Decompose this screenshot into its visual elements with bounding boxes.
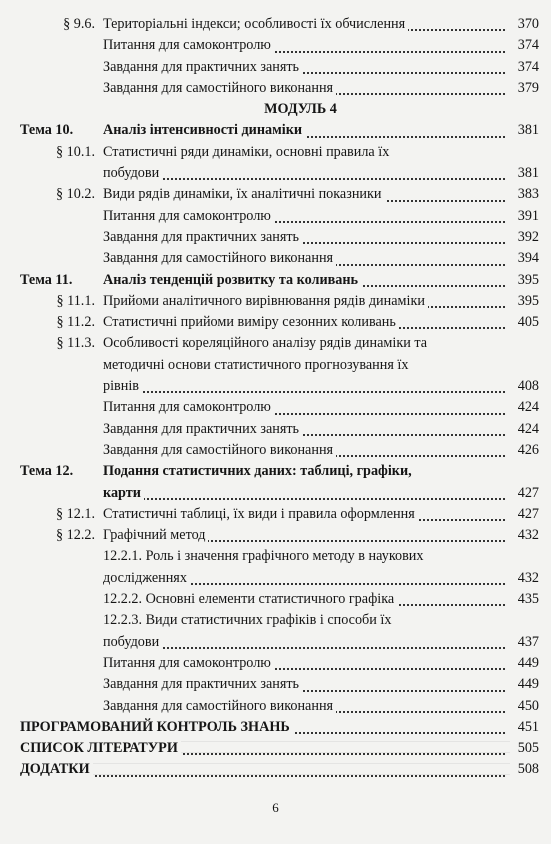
toc-entry-page: 381 <box>517 165 539 182</box>
toc-entry-title: 12.2.2. Основні елементи статистичного графіка <box>103 591 397 607</box>
leader-dots <box>103 647 505 649</box>
toc-entry-title-last-line <box>103 163 505 184</box>
toc-entry-title: Питання для самоконтролю <box>103 655 274 671</box>
toc-entry-page: 408 <box>517 378 539 395</box>
toc-entry-title-cell <box>103 78 505 99</box>
toc-entry-title: ПРОГРАМОВАНИЙ КОНТРОЛЬ ЗНАНЬ <box>20 719 293 735</box>
toc-entry-number: § 9.6. <box>63 16 95 32</box>
toc-entry <box>0 142 551 185</box>
toc-entry-title: Територіальні індекси; особливості їх обчислення <box>103 16 408 32</box>
toc-entry <box>0 589 551 610</box>
table-of-contents <box>0 14 551 781</box>
toc-entry-number: Тема 12. <box>20 463 74 480</box>
module-heading: МОДУЛЬ 4 <box>264 101 337 118</box>
toc-entry-title: Завдання для практичних занять <box>103 676 302 692</box>
toc-entry-number: § 10.1. <box>55 143 95 160</box>
toc-entry <box>0 440 551 461</box>
toc-entry-title-cell <box>103 270 505 291</box>
toc-entry-number: § 11.3. <box>56 335 95 352</box>
toc-entry-title: Статистичні таблиці, їх види і правила оформлення <box>103 506 418 522</box>
toc-entry-page: 432 <box>517 569 539 586</box>
toc-entry-title-cell <box>20 759 505 780</box>
toc-entry <box>0 546 551 589</box>
toc-entry-page: 449 <box>517 676 539 693</box>
toc-entry-page: 450 <box>517 697 539 714</box>
toc-entry-title: Завдання для практичних занять <box>103 421 302 437</box>
toc-entry <box>0 227 551 248</box>
toc-entry-page: 449 <box>517 654 539 671</box>
toc-entry-title-line: 12.2.1. Роль і значення графічного методу в наукових <box>103 548 424 565</box>
toc-entry-title: Питання для самоконтролю <box>103 208 274 224</box>
toc-entry-page: 395 <box>517 271 539 288</box>
toc-entry <box>0 312 551 333</box>
toc-entry-page: 394 <box>517 250 539 267</box>
toc-entry-title: ДОДАТКИ <box>20 761 93 777</box>
toc-entry-page: 435 <box>517 591 539 608</box>
toc-entry <box>0 504 551 525</box>
toc-entry-page: 392 <box>517 228 539 245</box>
toc-entry-title-last-line <box>103 376 505 397</box>
toc-entry-title-cell <box>103 35 505 56</box>
toc-entry-title-line: Особливості кореляційного аналізу рядів динаміки та <box>103 335 428 352</box>
toc-entry-title: Питання для самоконтролю <box>103 37 274 53</box>
toc-entry <box>0 57 551 78</box>
toc-entry-title: Завдання для самостійного виконання <box>103 250 336 266</box>
toc-entry-title-cell <box>103 610 505 653</box>
toc-entry-title-cell <box>103 142 505 185</box>
toc-entry-title: Графічний метод <box>103 527 208 543</box>
toc-entry-title-line: дослідженнях <box>103 570 190 586</box>
toc-entry-title-cell <box>103 419 505 440</box>
toc-entry <box>0 120 551 141</box>
toc-entry-title-cell <box>103 525 505 546</box>
toc-entry-title-cell <box>103 227 505 248</box>
toc-entry <box>0 270 551 291</box>
toc-entry-page: 426 <box>517 441 539 458</box>
toc-entry-title-cell <box>103 504 505 525</box>
toc-entry <box>0 696 551 717</box>
toc-entry-title: Види рядів динаміки, їх аналітичні показники <box>103 186 385 202</box>
toc-entry-page: 508 <box>517 761 539 778</box>
toc-entry-title: СПИСОК ЛІТЕРАТУРИ <box>20 740 181 756</box>
toc-entry-number: § 10.2. <box>55 186 95 203</box>
toc-entry <box>0 14 551 35</box>
toc-entry-title-cell <box>103 57 505 78</box>
toc-entry-title-line: рівнів <box>103 378 142 394</box>
toc-entry <box>0 759 551 780</box>
toc-entry-page: 427 <box>517 484 539 501</box>
leader-dots <box>103 498 505 500</box>
toc-entry-title-line: Подання статистичних даних: таблиці, графіки, <box>103 463 412 480</box>
toc-entry-page: 374 <box>517 58 539 75</box>
toc-entry-page: 381 <box>517 122 539 139</box>
toc-entry-page: 432 <box>517 527 539 544</box>
toc-entry-number: Тема 10. <box>20 122 74 139</box>
toc-entry-title-cell <box>103 696 505 717</box>
toc-entry-title-cell <box>103 206 505 227</box>
toc-entry-page: 405 <box>517 314 539 331</box>
toc-entry-page: 424 <box>517 420 539 437</box>
toc-entry-title-line: методичні основи статистичного прогнозування їх <box>103 356 409 373</box>
toc-entry <box>0 78 551 99</box>
toc-entry <box>0 717 551 738</box>
toc-entry-page: 395 <box>517 292 539 309</box>
toc-entry <box>0 397 551 418</box>
toc-entry-title-cell <box>103 397 505 418</box>
toc-entry-title-last-line <box>103 568 505 589</box>
toc-entry-number: § 12.1. <box>55 505 95 522</box>
toc-entry-title-line: побудови <box>103 165 162 181</box>
leader-dots <box>103 178 505 180</box>
toc-entry-title-line: Статистичні ряди динаміки, основні правила їх <box>103 143 390 160</box>
toc-entry-title: Завдання для самостійного виконання <box>103 80 336 96</box>
toc-entry-page: 379 <box>517 79 539 96</box>
toc-entry-title-cell <box>103 184 505 205</box>
toc-entry-page: 374 <box>517 37 539 54</box>
toc-entry <box>0 653 551 674</box>
toc-entry-title-last-line <box>103 632 505 653</box>
toc-entry <box>0 206 551 227</box>
toc-entry-title-line: побудови <box>103 634 162 650</box>
toc-entry-title: Прийоми аналітичного вирівнювання рядів динаміки <box>103 293 428 309</box>
toc-entry-page: 370 <box>517 16 539 32</box>
toc-entry-title: Статистичні прийоми виміру сезонних коливань <box>103 314 399 330</box>
toc-entry-title: Завдання для самостійного виконання <box>103 442 336 458</box>
toc-entry-title-cell <box>103 589 505 610</box>
leader-dots <box>103 391 505 393</box>
toc-entry-title-cell <box>103 461 505 504</box>
toc-entry-number: § 11.2. <box>56 314 95 331</box>
toc-entry-number: Тема 11. <box>20 271 73 288</box>
toc-entry-title-cell <box>103 333 505 397</box>
toc-entry <box>0 610 551 653</box>
toc-entry-title-line: 12.2.3. Види статистичних графіків і способи їх <box>103 612 392 629</box>
toc-entry-title-cell <box>103 653 505 674</box>
toc-entry-page: 505 <box>517 740 539 757</box>
toc-entry-title-cell <box>103 120 505 141</box>
toc-entry-title-cell <box>103 312 505 333</box>
toc-entry-title-cell <box>20 738 505 759</box>
toc-entry-title: Аналіз інтенсивності динаміки <box>103 122 305 138</box>
toc-entry <box>0 674 551 695</box>
toc-entry-title-line: карти <box>103 485 144 501</box>
toc-entry-title-cell <box>103 546 505 589</box>
toc-entry-title-cell <box>103 674 505 695</box>
toc-entry-page: 391 <box>517 207 539 224</box>
toc-entry-title: Завдання для самостійного виконання <box>103 698 336 714</box>
toc-entry <box>0 461 551 504</box>
toc-entry-title-cell <box>103 248 505 269</box>
toc-entry-page: 424 <box>517 399 539 416</box>
toc-entry-title-cell <box>103 440 505 461</box>
toc-entry-page: 427 <box>517 505 539 522</box>
toc-entry-title: Завдання для практичних занять <box>103 59 302 75</box>
toc-entry-title: Завдання для практичних занять <box>103 229 302 245</box>
toc-entry <box>0 35 551 56</box>
toc-entry <box>0 419 551 440</box>
toc-entry <box>0 333 551 397</box>
toc-entry-page: 451 <box>517 718 539 735</box>
toc-entry-title-last-line <box>103 483 505 504</box>
toc-entry-title: Питання для самоконтролю <box>103 399 274 415</box>
toc-entry-page: 383 <box>517 186 539 203</box>
toc-entry <box>0 248 551 269</box>
toc-entry-title-cell <box>20 717 505 738</box>
toc-entry-number: § 12.2. <box>55 527 95 544</box>
toc-entry <box>0 184 551 205</box>
page-number: 6 <box>272 800 279 815</box>
toc-entry-title: Аналіз тенденцій розвитку та коливань <box>103 272 361 288</box>
toc-entry-page: 437 <box>517 633 539 650</box>
toc-entry <box>0 291 551 312</box>
toc-entry-number: § 11.1. <box>56 292 95 309</box>
toc-entry <box>0 525 551 546</box>
toc-entry-title-cell <box>103 291 505 312</box>
toc-entry <box>0 738 551 759</box>
toc-entry-title-cell <box>103 14 505 35</box>
